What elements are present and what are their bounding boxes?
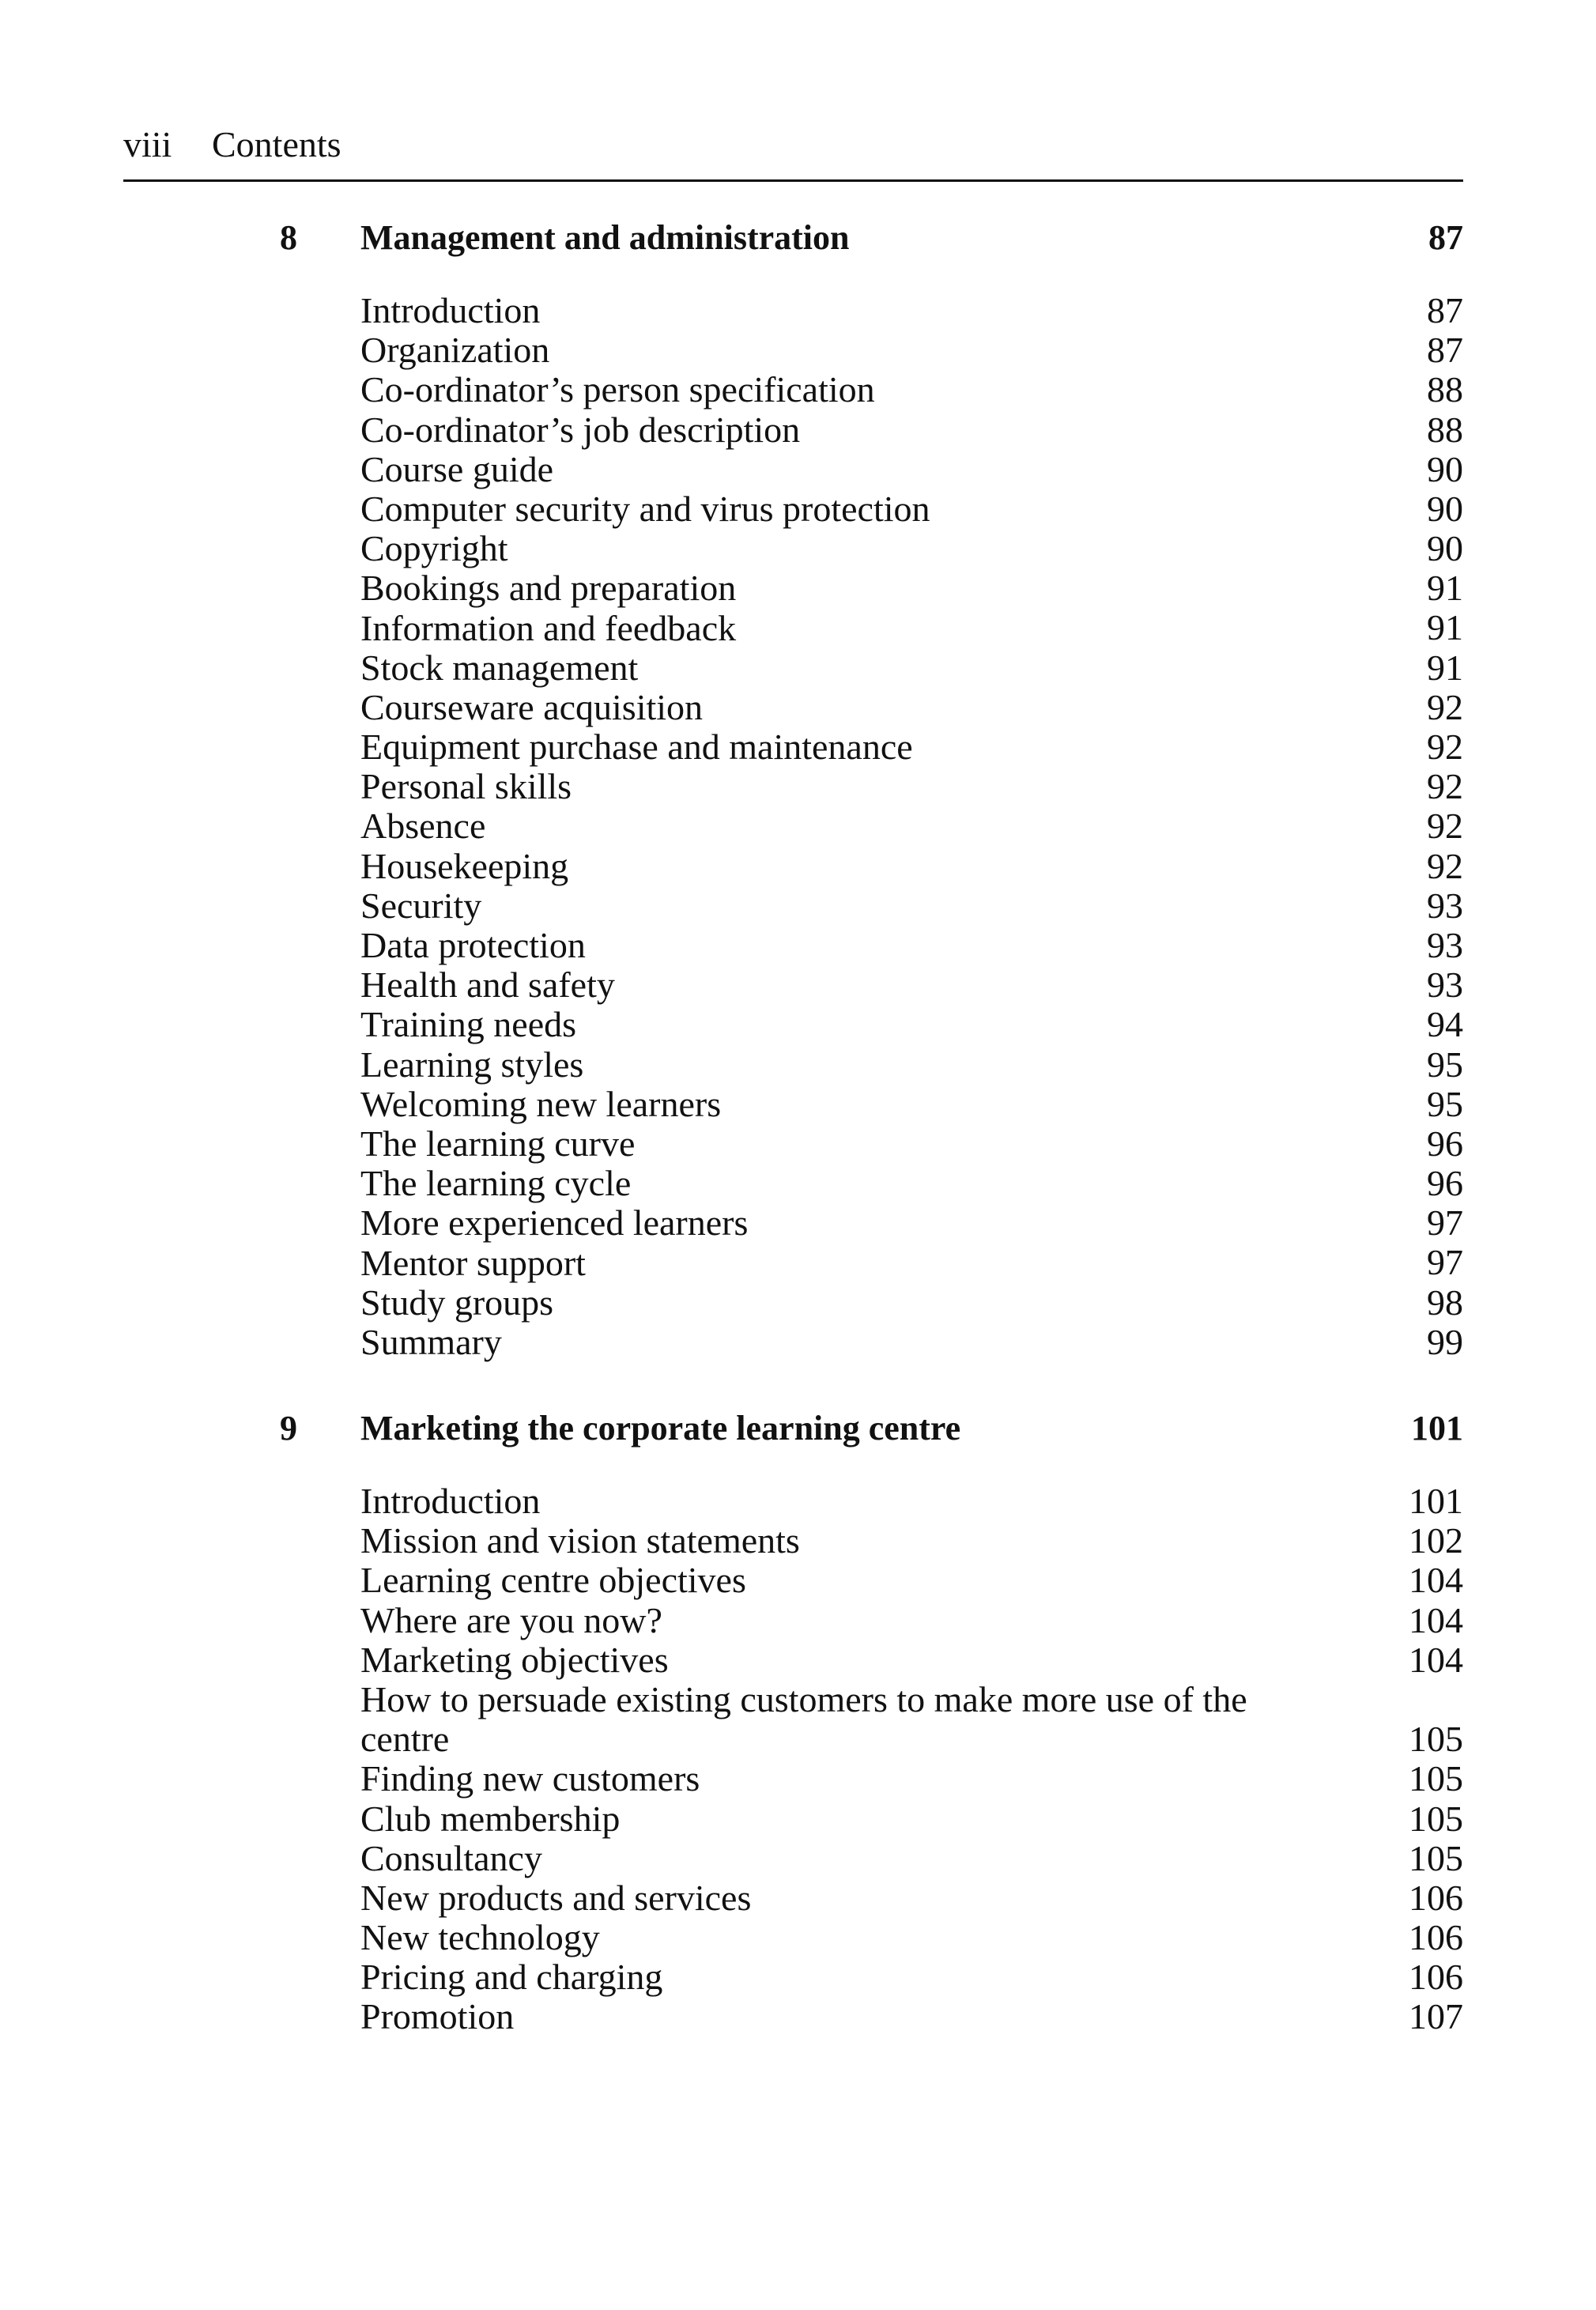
toc-entry-title: Promotion: [360, 1996, 515, 2037]
toc-entry-page: 105: [1409, 1798, 1463, 1839]
toc-entry-page: 90: [1427, 488, 1463, 529]
toc-entry-title: Computer security and virus protection: [360, 488, 930, 529]
toc-entry[interactable]: [0, 1045, 1596, 1085]
toc-entry-page: 97: [1427, 1242, 1463, 1283]
toc-entry-page: 90: [1427, 528, 1463, 569]
toc-entry[interactable]: [0, 1085, 1596, 1124]
toc-entry-title: Housekeeping: [360, 845, 569, 886]
toc-entry-title: Introduction: [360, 1481, 541, 1521]
toc-entry[interactable]: [0, 688, 1596, 727]
toc-entry[interactable]: [0, 1799, 1596, 1839]
toc-entry[interactable]: [0, 1481, 1596, 1521]
toc-entry-title: Summary: [360, 1321, 502, 1362]
toc-entry[interactable]: [0, 330, 1596, 370]
toc-entry-title: Consultancy: [360, 1837, 542, 1878]
toc-entry[interactable]: [0, 1918, 1596, 1957]
toc-entry[interactable]: [0, 529, 1596, 568]
toc-entry-page: 92: [1427, 806, 1463, 847]
toc-entry[interactable]: [0, 1164, 1596, 1203]
toc-entry-page: 87: [1427, 330, 1463, 371]
toc-entry[interactable]: [0, 1759, 1596, 1799]
toc-entry-title: Health and safety: [360, 964, 615, 1006]
toc-entry-page: 106: [1409, 1877, 1463, 1918]
toc-entry[interactable]: [0, 886, 1596, 926]
toc-entry-page: 92: [1427, 845, 1463, 886]
toc-entry-title: Introduction: [360, 290, 541, 330]
toc-entry-title: The learning cycle: [360, 1163, 632, 1204]
chapter-title: Marketing the corporate learning centre: [360, 1409, 961, 1448]
toc-entry[interactable]: [0, 1680, 1596, 1759]
toc-entry[interactable]: [0, 727, 1596, 767]
toc-entry[interactable]: [0, 1005, 1596, 1044]
toc-entry[interactable]: [0, 1640, 1596, 1680]
toc-entry-title: Bookings and preparation: [360, 568, 737, 609]
toc-entry[interactable]: [0, 648, 1596, 688]
toc-entry-title: The learning curve: [360, 1123, 636, 1164]
toc-entry-title: Training needs: [360, 1004, 577, 1045]
toc-entry[interactable]: [0, 1997, 1596, 2036]
toc-entry-page: 105: [1409, 1758, 1463, 1799]
toc-entry[interactable]: [0, 410, 1596, 450]
toc-entry-page: 104: [1409, 1560, 1463, 1601]
toc-entry-page: 93: [1427, 885, 1463, 926]
toc-entry-title: Study groups: [360, 1281, 554, 1323]
toc-entry-title: Finding new customers: [360, 1758, 700, 1799]
toc-entry-title: Copyright: [360, 528, 508, 569]
toc-entry[interactable]: [0, 767, 1596, 806]
toc-entry-page: 92: [1427, 727, 1463, 768]
toc-entry-title: Personal skills: [360, 766, 572, 807]
toc-entry-title: Club membership: [360, 1798, 621, 1839]
chapter-title: Management and administration: [360, 218, 850, 257]
toc-entry-title: How to persuade existing customers to make more use of the centre: [360, 1678, 1247, 1760]
toc-entry-page: 93: [1427, 924, 1463, 965]
chapter-8: [0, 212, 1596, 1362]
toc-entry-page: 91: [1427, 647, 1463, 688]
toc-entry-page: 104: [1409, 1639, 1463, 1680]
chapter-9-entries: [0, 1481, 1596, 2037]
toc-entry-page: 106: [1409, 1957, 1463, 1998]
toc-entry-title: Security: [360, 885, 482, 926]
toc-entry-title: Learning styles: [360, 1044, 584, 1085]
toc-entry[interactable]: [0, 370, 1596, 410]
toc-entry-title: Co-ordinator’s job description: [360, 409, 801, 450]
toc-entry-page: 101: [1409, 1480, 1463, 1521]
toc-entry-title: Course guide: [360, 448, 554, 489]
running-head-title: Contents: [212, 124, 341, 164]
toc-entry-title: Data protection: [360, 925, 586, 965]
toc-entry-title: Organization: [360, 330, 550, 371]
toc-entry-title: Absence: [360, 806, 486, 847]
toc-entry[interactable]: [0, 1521, 1596, 1561]
chapter-heading[interactable]: [0, 1402, 1596, 1455]
chapter-number: 8: [280, 218, 297, 257]
toc-entry-page: 92: [1427, 766, 1463, 807]
toc-entry[interactable]: [0, 1244, 1596, 1283]
toc-entry-page: 94: [1427, 1004, 1463, 1045]
toc-entry-page: 96: [1427, 1163, 1463, 1204]
toc-entry-page: 105: [1409, 1719, 1463, 1760]
toc-entry[interactable]: [0, 1203, 1596, 1243]
toc-entry-title: More experienced learners: [360, 1202, 749, 1244]
toc-entry[interactable]: [0, 568, 1596, 608]
toc-entry-page: 98: [1427, 1281, 1463, 1323]
toc-entry-page: 88: [1427, 409, 1463, 450]
toc-entry[interactable]: [0, 1601, 1596, 1640]
toc-entry-page: 104: [1409, 1599, 1463, 1640]
toc-entry[interactable]: [0, 1561, 1596, 1600]
toc-entry-title: Equipment purchase and maintenance: [360, 727, 913, 768]
toc-entry-page: 91: [1427, 568, 1463, 609]
toc-entry-title: Co-ordinator’s person specification: [360, 369, 875, 410]
toc-entry-title: Stock management: [360, 647, 639, 688]
toc-entry[interactable]: [0, 450, 1596, 489]
toc-entry-title: New technology: [360, 1917, 600, 1958]
toc-entry-page: 107: [1409, 1996, 1463, 2037]
toc-entry-title: Pricing and charging: [360, 1957, 663, 1998]
chapter-heading[interactable]: [0, 212, 1596, 264]
toc-entry-title: New products and services: [360, 1877, 752, 1918]
toc-entry[interactable]: [0, 1839, 1596, 1878]
running-head: [123, 119, 1463, 182]
toc-entry-page: 93: [1427, 964, 1463, 1006]
toc-entry-page: 102: [1409, 1520, 1463, 1561]
toc-entry-page: 106: [1409, 1917, 1463, 1958]
toc-entry-page: 88: [1427, 369, 1463, 410]
toc-entry[interactable]: [0, 926, 1596, 965]
toc-entry-title: Marketing objectives: [360, 1639, 669, 1680]
toc-entry-page: 96: [1427, 1123, 1463, 1164]
toc-entry-title: Information and feedback: [360, 607, 737, 648]
toc-entry-page: 105: [1409, 1837, 1463, 1878]
chapter-page-number: 87: [1428, 218, 1463, 257]
toc-entry[interactable]: [0, 806, 1596, 846]
toc-entry-page: 90: [1427, 448, 1463, 489]
toc-entry[interactable]: [0, 1283, 1596, 1323]
toc-entry[interactable]: [0, 847, 1596, 886]
chapter-page-number: 101: [1411, 1409, 1463, 1448]
toc-entry-page: 95: [1427, 1044, 1463, 1085]
toc-entry-page: 99: [1427, 1321, 1463, 1362]
toc-entry[interactable]: [0, 1957, 1596, 1997]
toc-entry-title: Courseware acquisition: [360, 686, 704, 727]
toc-entry-title: Mentor support: [360, 1242, 586, 1283]
toc-entry[interactable]: [0, 965, 1596, 1005]
toc-entry[interactable]: [0, 291, 1596, 330]
page-folio: viii: [123, 124, 172, 164]
toc-entry-title: Where are you now?: [360, 1599, 662, 1640]
chapter-9: [0, 1402, 1596, 2037]
toc-entry[interactable]: [0, 1878, 1596, 1918]
toc-entry-page: 92: [1427, 686, 1463, 727]
toc-entry[interactable]: [0, 489, 1596, 529]
toc-entry[interactable]: [0, 609, 1596, 648]
toc-entry-page: 91: [1427, 607, 1463, 648]
toc-entry-title: Mission and vision statements: [360, 1520, 800, 1561]
toc-entry-title: Welcoming new learners: [360, 1083, 722, 1124]
chapter-number: 9: [280, 1409, 297, 1448]
toc-entry-title: Learning centre objectives: [360, 1560, 746, 1601]
toc-entry-page: 87: [1427, 289, 1463, 330]
toc-entry[interactable]: [0, 1323, 1596, 1362]
chapter-8-entries: [0, 291, 1596, 1362]
toc-entry-page: 95: [1427, 1083, 1463, 1124]
toc-entry[interactable]: [0, 1124, 1596, 1164]
toc-entry-page: 97: [1427, 1202, 1463, 1244]
